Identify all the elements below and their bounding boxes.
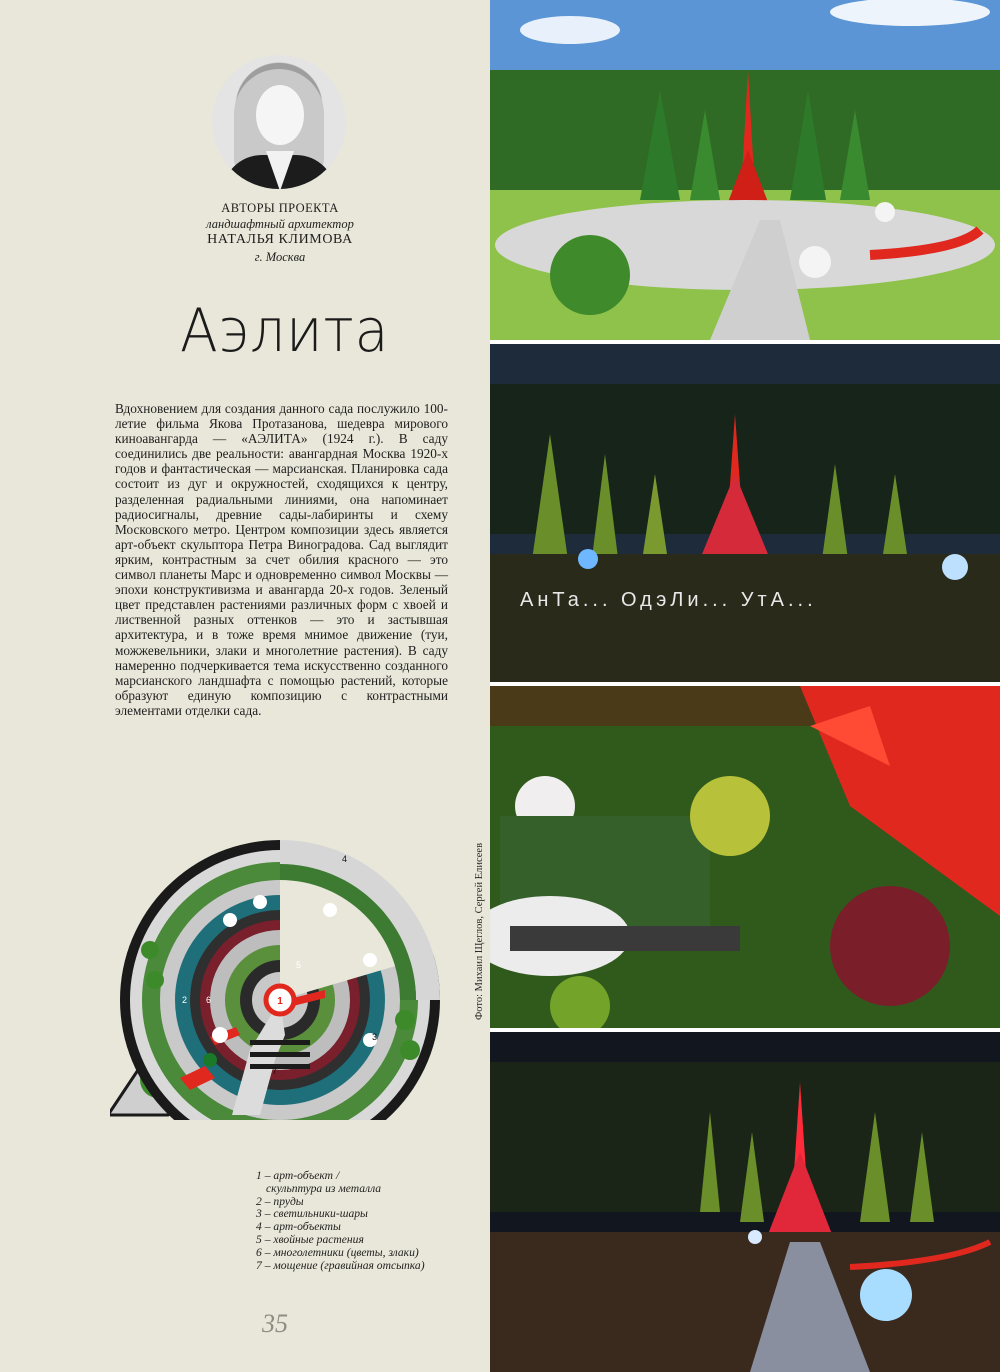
- credits-city: г. Москва: [254, 250, 306, 264]
- photo-sign-text: АнТа... ОдэЛи... УтА...: [520, 589, 817, 611]
- credits-role: ландшафтный архитектор: [206, 217, 354, 231]
- legend-item: 4 – арт-объекты: [256, 1220, 341, 1234]
- credits-name: НАТАЛЬЯ КЛИМОВА: [207, 232, 353, 247]
- photo-credit: Фото: Михаил Щеглов, Сергей Елисеев: [474, 842, 485, 1020]
- garden-photo-closeup: [490, 686, 1000, 1028]
- article-body: Вдохновением для создания данного сада послужило 100-летие фильма Якова Протазанова, шедевра мирового киноавангарда — «АЭЛИТА» (1924 г.). В саду соединились две реальности: авангардная Москва 1920-х годов и фантастическая — марсианская. Планировка сада состоит из дуг и окружностей, сходящихся к центру, разделенная радиальными линиями, она напоминает радиосигналы, древние сады-лабиринты и схему Московского метро. Центром композиции здесь является арт-объект скульптора Петра Виноградова. Сад выглядит ярким, контрастным за счет обилия красного — это символ планеты Марс и одновременно символ Москвы — эпохи конструктивизма и авангарда 20-х годов. Зеленый цвет представлен растениями различных форм с хвоей и лиственной разных оттенков — это и застывшая архитектура, и в тоже время мнимое движение (туи, можжевельники, злаки и многолетние растения). В саду намеренно подчеркивается тема искусственно созданного марсианского ландшафта с помощью растений, которые образуют единую композицию с контрастными элементами отделки сада.: [115, 401, 448, 718]
- legend-item: 7 – мощение (гравийная отсыпка): [256, 1258, 425, 1272]
- plan-legend: [256, 1170, 481, 1272]
- legend-item: 2 – пруды: [256, 1194, 304, 1208]
- text-column: [0, 0, 490, 1372]
- garden-photo-day: [490, 0, 1000, 340]
- plan-marker-6: 6: [206, 995, 212, 1005]
- plan-marker-1: 1: [277, 996, 283, 1007]
- plan-marker-5: 5: [296, 960, 302, 970]
- article-title: Аэлита: [180, 296, 390, 366]
- plan-marker-7: 7: [272, 1066, 278, 1076]
- legend-item: 3 – светильники-шары: [256, 1207, 368, 1221]
- garden-photo-night: [490, 1032, 1000, 1372]
- photo-column: [490, 0, 1000, 1372]
- plan-marker-4: 4: [342, 854, 348, 864]
- credits-heading: АВТОРЫ ПРОЕКТА: [221, 201, 339, 215]
- plan-marker-3: 3: [372, 1032, 378, 1042]
- legend-item: 5 – хвойные растения: [256, 1232, 364, 1246]
- garden-plan: [110, 830, 450, 1120]
- legend-item: 6 – многолетники (цветы, злаки): [256, 1245, 419, 1259]
- legend-item: скульптура из металла: [266, 1181, 382, 1195]
- garden-photo-evening: [490, 344, 1000, 682]
- page-number: 35: [262, 1309, 288, 1338]
- author-portrait: [212, 55, 346, 189]
- plan-marker-2: 2: [182, 995, 188, 1005]
- legend-item: 1 – арт-объект /: [256, 1169, 340, 1182]
